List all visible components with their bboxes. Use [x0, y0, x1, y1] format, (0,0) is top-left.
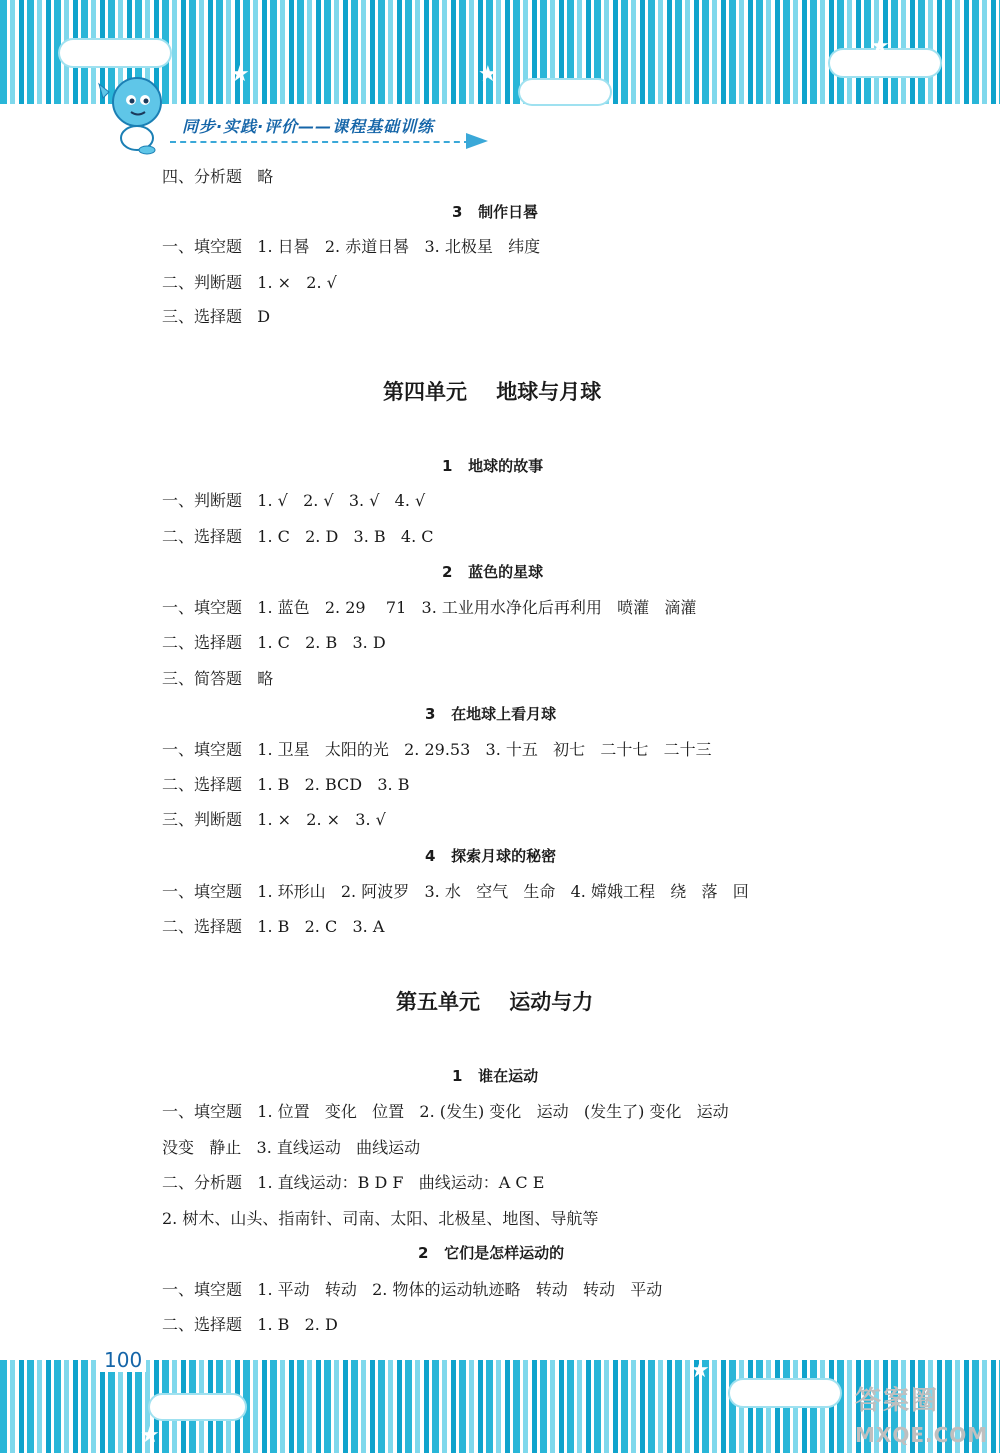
answer-line: 一、填空题 1. 蓝色 2. 29 71 3. 工业用水净化后再利用 喷灌 滴灌	[162, 598, 697, 617]
lesson-heading: 1 谁在运动	[452, 1067, 539, 1085]
answer-line: 二、分析题 1. 直线运动：B D F 曲线运动：A C E	[162, 1173, 545, 1192]
answer-line: 二、选择题 1. B 2. BCD 3. B	[162, 775, 410, 794]
star-icon: ★	[870, 34, 890, 59]
watermark-text: 答案圈	[855, 1386, 940, 1416]
cloud-decoration	[730, 1380, 840, 1406]
unit-heading: 第四单元 地球与月球	[383, 380, 602, 404]
answer-line: 二、选择题 1. C 2. D 3. B 4. C	[162, 527, 434, 546]
answer-line: 一、填空题 1. 卫星 太阳的光 2. 29.53 3. 十五 初七 二十七 二十三	[162, 740, 712, 759]
star-icon: ★	[230, 62, 250, 87]
arrow-icon	[466, 133, 488, 149]
cloud-decoration	[520, 80, 610, 104]
page-number: 100	[100, 1348, 146, 1372]
answer-line: 二、选择题 1. B 2. D	[162, 1315, 338, 1334]
answer-line: 一、填空题 1. 位置 变化 位置 2. (发生) 变化 运动 (发生了) 变化 运动	[162, 1102, 729, 1121]
lesson-heading: 2 蓝色的星球	[442, 563, 544, 581]
watermark	[855, 1380, 995, 1450]
answer-line: 二、选择题 1. C 2. B 3. D	[162, 633, 386, 652]
lesson-heading: 4 探索月球的秘密	[425, 847, 557, 865]
star-icon: ★	[140, 1423, 160, 1448]
cloud-decoration	[150, 1395, 245, 1419]
lesson-heading: 2 它们是怎样运动的	[418, 1244, 565, 1262]
answer-line: 二、判断题 1. × 2. √	[162, 273, 337, 292]
answer-line: 三、判断题 1. × 2. × 3. √	[162, 810, 386, 829]
answer-line: 2. 树木、山头、指南针、司南、太阳、北极星、地图、导航等	[162, 1209, 599, 1228]
header-title: 同步·实践·评价——课程基础训练	[182, 117, 435, 136]
header-divider	[170, 141, 470, 143]
lesson-heading: 3 制作日晷	[452, 203, 539, 221]
answer-line: 一、填空题 1. 环形山 2. 阿波罗 3. 水 空气 生命 4. 嫦娥工程 绕 落 回	[162, 882, 749, 901]
answer-line: 三、简答题 略	[162, 669, 274, 688]
star-icon: ★	[478, 62, 498, 87]
answer-line: 一、判断题 1. √ 2. √ 3. √ 4. √	[162, 491, 426, 510]
answer-line: 二、选择题 1. B 2. C 3. A	[162, 917, 385, 936]
answer-line: 没变 静止 3. 直线运动 曲线运动	[162, 1138, 421, 1157]
watermark-url: MXQE.COM	[855, 1423, 989, 1447]
star-icon: ★	[690, 1358, 710, 1383]
answer-line: 三、选择题 D	[162, 307, 271, 326]
answer-line: 一、填空题 1. 日晷 2. 赤道日晷 3. 北极星 纬度	[162, 237, 541, 256]
cloud-decoration	[60, 40, 170, 66]
answer-line: 四、分析题 略	[162, 167, 274, 186]
lesson-heading: 1 地球的故事	[442, 457, 544, 475]
answer-line: 一、填空题 1. 平动 转动 2. 物体的运动轨迹略 转动 转动 平动	[162, 1280, 663, 1299]
lesson-heading: 3 在地球上看月球	[425, 705, 557, 723]
unit-heading: 第五单元 运动与力	[396, 990, 594, 1014]
mascot-icon	[95, 70, 175, 155]
